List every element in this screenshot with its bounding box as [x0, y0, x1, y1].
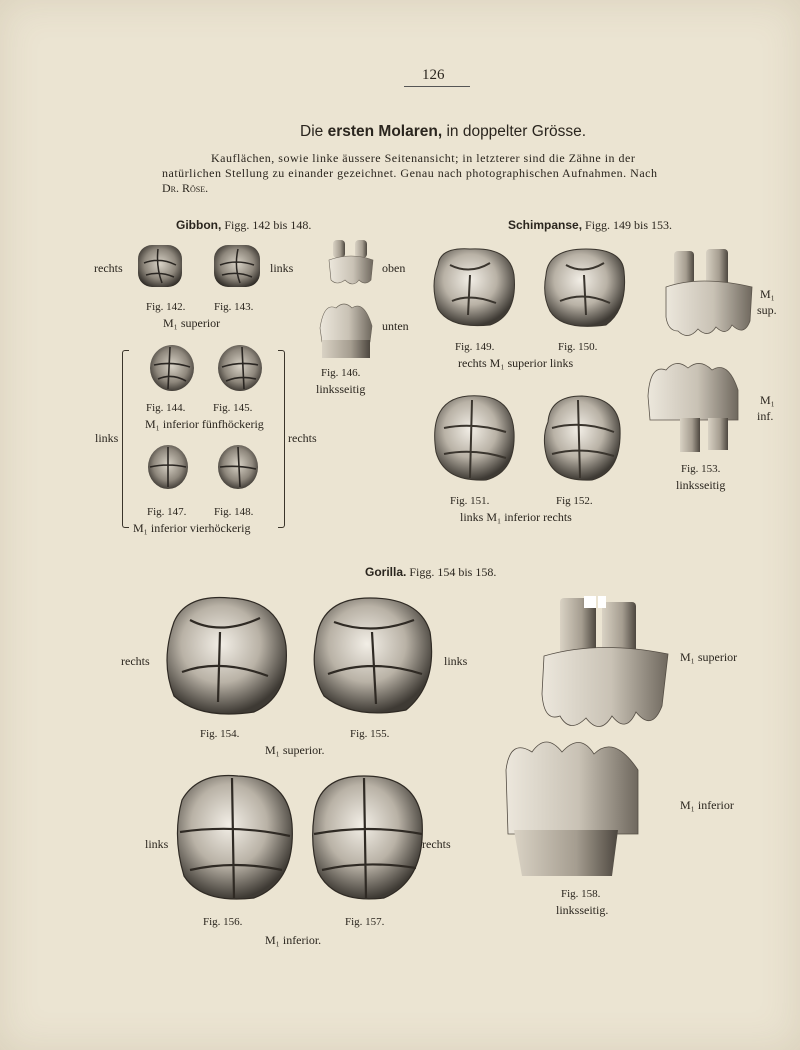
gorilla-heading — [365, 566, 496, 578]
fig-142-tooth-image — [136, 243, 184, 289]
gorilla-m1-superior: M₁ superior. — [265, 743, 325, 757]
fig-146-label: Fig. 146. — [321, 367, 361, 379]
page-number: 126 — [422, 67, 445, 83]
gibbon-label-rechts: rechts — [94, 261, 123, 275]
fig-158-lower-tooth-image — [502, 730, 644, 878]
fig-154-label: Fig. 154. — [200, 728, 240, 740]
schimpanse-m1-inf: M₁ — [760, 393, 775, 407]
fig-158-upper-tooth-image — [538, 594, 674, 736]
fig-146-upper-tooth-image — [325, 238, 377, 288]
gorilla-m1-inferior: M₁ inferior. — [265, 933, 322, 947]
title-post: in doppelter Grösse. — [446, 123, 587, 140]
schimpanse-caption-inferior: links M₁ inferior rechts — [460, 510, 572, 524]
fig-145-label: Fig. 145. — [213, 402, 253, 414]
fig-151-label: Fig. 151. — [450, 495, 490, 507]
schimpanse-caption-superior: rechts M₁ superior links — [458, 356, 574, 370]
gorilla-side-superior: M₁ superior — [680, 650, 738, 664]
fig-152-tooth-image — [540, 392, 622, 484]
schimpanse-m1-sup: M₁ — [760, 287, 775, 301]
fig-153-upper-tooth-image — [660, 247, 758, 341]
fig-155-label: Fig. 155. — [350, 728, 390, 740]
gorilla-label-links-1: links — [444, 654, 468, 668]
gorilla-label-rechts-1: rechts — [121, 654, 150, 668]
gibbon-label-oben: oben — [382, 261, 406, 275]
gibbon-heading — [176, 219, 311, 231]
fig-151-tooth-image — [430, 392, 516, 484]
fig-156-tooth-image — [172, 770, 296, 904]
fig-157-tooth-image — [308, 770, 426, 904]
fig-157-label: Fig. 157. — [345, 916, 385, 928]
fig-150-label: Fig. 150. — [558, 341, 598, 353]
fig-146-linksseitig: linksseitig — [316, 382, 366, 396]
fig-152-label: Fig 152. — [556, 495, 593, 507]
fig-156-label: Fig. 156. — [203, 916, 243, 928]
schimpanse-heading — [508, 219, 672, 231]
fig-158-linksseitig: linksseitig. — [556, 903, 609, 917]
fig-153-linksseitig: linksseitig — [676, 478, 726, 492]
fig-148-tooth-image — [216, 443, 260, 491]
gibbon-m1-superior: M₁ superior — [163, 316, 221, 330]
gorilla-heading-bold: Gorilla. — [365, 565, 407, 579]
page-number-rule — [404, 86, 470, 87]
fig-153-label: Fig. 153. — [681, 463, 721, 475]
fig-154-tooth-image — [160, 592, 290, 718]
gibbon-heading-rest: Figg. 142 bis 148. — [224, 218, 312, 232]
gibbon-side-links: links — [95, 431, 119, 445]
schimpanse-heading-rest: Figg. 149 bis 153. — [585, 218, 673, 232]
schimpanse-heading-bold: Schimpanse, — [508, 218, 583, 232]
fig-155-tooth-image — [310, 592, 438, 718]
fig-153-lower-tooth-image — [644, 356, 744, 456]
schimpanse-inf-label: inf. — [757, 409, 774, 423]
description-line-1: Kauflächen, sowie linke äussere Seitenansicht; in letzterer sind die Zähne in der — [211, 151, 636, 165]
left-bracket — [122, 350, 129, 528]
fig-144-tooth-image — [148, 343, 196, 393]
fig-147-label: Fig. 147. — [147, 506, 187, 518]
title-pre: Die — [300, 123, 324, 140]
gorilla-label-rechts-2: rechts — [422, 837, 451, 851]
fig-148-label: Fig. 148. — [214, 506, 254, 518]
fig-146-lower-tooth-image — [316, 298, 376, 360]
fig-144-label: Fig. 144. — [146, 402, 186, 414]
description-line-2: natürlichen Stellung zu einander gezeichnet. Genau nach photographischen Aufnahmen. Nach — [162, 166, 658, 180]
gorilla-label-links-2: links — [145, 837, 169, 851]
right-bracket — [278, 350, 285, 528]
page-title — [300, 124, 586, 140]
fig-143-label: Fig. 143. — [214, 301, 254, 313]
fig-158-label: Fig. 158. — [561, 888, 601, 900]
gibbon-heading-bold: Gibbon, — [176, 218, 222, 232]
title-bold: ersten Molaren, — [327, 123, 443, 140]
fig-150-tooth-image — [540, 245, 628, 329]
fig-147-tooth-image — [146, 443, 190, 491]
gibbon-m1-inferior-5: M₁ inferior fünfhöckerig — [145, 417, 264, 431]
description-line-3: Dr. Röse. — [162, 181, 209, 195]
gibbon-label-links: links — [270, 261, 294, 275]
gorilla-heading-rest: Figg. 154 bis 158. — [409, 565, 497, 579]
fig-149-label: Fig. 149. — [455, 341, 495, 353]
fig-149-tooth-image — [430, 245, 518, 329]
fig-145-tooth-image — [216, 343, 264, 393]
gibbon-side-rechts: rechts — [288, 431, 317, 445]
gorilla-side-inferior: M₁ inferior — [680, 798, 734, 812]
gibbon-label-unten: unten — [382, 319, 409, 333]
gibbon-m1-inferior-4: M₁ inferior vierhöckerig — [133, 521, 251, 535]
schimpanse-sup-label: sup. — [757, 303, 777, 317]
fig-142-label: Fig. 142. — [146, 301, 186, 313]
fig-143-tooth-image — [212, 243, 262, 289]
